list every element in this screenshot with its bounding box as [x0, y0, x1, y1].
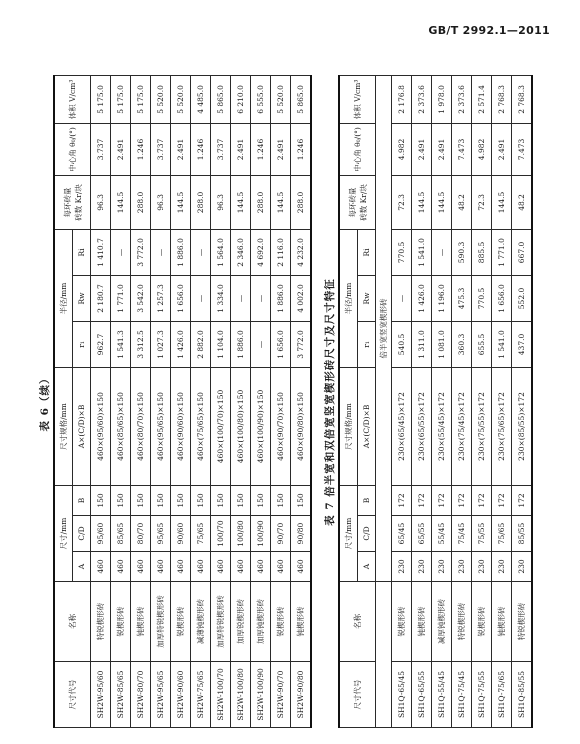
- cell-spec: 230×(55/45)×172: [432, 367, 452, 485]
- cell-spec: 460×(90/80)×150: [291, 367, 312, 485]
- table-row: [392, 75, 412, 727]
- cell-a: 460: [91, 552, 111, 582]
- cell-name: 锐楔形砖: [472, 582, 492, 662]
- header-code: 尺寸代号: [54, 662, 91, 728]
- cell-rw: —: [191, 275, 211, 321]
- cell-k: 144.5: [231, 175, 251, 229]
- cell-vol: 5 175.0: [131, 75, 151, 123]
- cell-a: 460: [111, 552, 131, 582]
- cell-code: SH2W-75/65: [191, 662, 211, 728]
- table6: [53, 75, 312, 728]
- cell-ri: 2 346.0: [231, 229, 251, 275]
- cell-vol: 2 768.3: [512, 75, 533, 123]
- cell-spec: 460×(75/65)×150: [191, 367, 211, 485]
- cell-b: 150: [171, 485, 191, 515]
- cell-rw: 1 886.0: [271, 275, 291, 321]
- cell-cd: 100/80: [231, 516, 251, 552]
- table-row: [191, 75, 211, 727]
- cell-cd: 65/45: [392, 516, 412, 552]
- cell-code: SH2W-100/80: [231, 662, 251, 728]
- cell-a: 230: [512, 552, 533, 582]
- table-row: [91, 75, 111, 727]
- cell-angle: 1.246: [131, 123, 151, 175]
- table-row: [231, 75, 251, 727]
- cell-angle: 2.491: [432, 123, 452, 175]
- cell-angle: 7.473: [452, 123, 472, 175]
- cell-b: 172: [432, 485, 452, 515]
- table6-caption: 表 6（续）: [39, 372, 51, 432]
- cell-vol: 2 768.3: [492, 75, 512, 123]
- cell-a: 230: [492, 552, 512, 582]
- cell-ri: 1 886.0: [171, 229, 191, 275]
- table-row: [492, 75, 512, 727]
- cell-cd: 100/90: [251, 516, 271, 552]
- cell-name: 锐楔形砖: [171, 582, 191, 662]
- cell-b: 172: [392, 485, 412, 515]
- cell-r1: 1 656.0: [271, 321, 291, 367]
- cell-r1: 1 886.0: [231, 321, 251, 367]
- table-row: [271, 75, 291, 727]
- cell-name: 钝楔形砖: [131, 582, 151, 662]
- header-ring-count-line1: 每环砖量: [62, 187, 72, 218]
- table-row: [512, 75, 533, 727]
- cell-cd: 100/70: [211, 516, 231, 552]
- cell-b: 150: [251, 485, 271, 515]
- cell-cd: 90/60: [171, 516, 191, 552]
- cell-code: SH2W-95/65: [151, 662, 171, 728]
- cell-k: 144.5: [111, 175, 131, 229]
- cell-b: 150: [131, 485, 151, 515]
- cell-code: SH1Q-75/45: [452, 662, 472, 728]
- cell-cd: 85/55: [512, 516, 533, 552]
- cell-name: 加厚钝楔形砖: [251, 582, 271, 662]
- header-ri: Ri: [73, 229, 91, 275]
- cell-code: SH1Q-85/55: [512, 662, 533, 728]
- cell-ri: 590.3: [452, 229, 472, 275]
- cell-code: SH2W-100/70: [211, 662, 231, 728]
- cell-spec: 230×(65/55)×172: [412, 367, 432, 485]
- rotated-content: [37, 76, 543, 728]
- cell-vol: 2 373.6: [412, 75, 432, 123]
- cell-a: 460: [171, 552, 191, 582]
- cell-rw: 552.0: [512, 275, 533, 321]
- cell-vol: 5 520.0: [171, 75, 191, 123]
- cell-a: 460: [251, 552, 271, 582]
- header-r1: r₁: [358, 321, 376, 367]
- cell-vol: 5 175.0: [91, 75, 111, 123]
- cell-vol: 2 373.6: [452, 75, 472, 123]
- cell-vol: 1 978.0: [432, 75, 452, 123]
- cell-angle: 4.982: [472, 123, 492, 175]
- cell-name: 加厚特锐楔形砖: [211, 582, 231, 662]
- cell-angle: 3.737: [151, 123, 171, 175]
- cell-a: 460: [151, 552, 171, 582]
- cell-vol: 5 520.0: [271, 75, 291, 123]
- cell-b: 150: [111, 485, 131, 515]
- cell-angle: 2.491: [271, 123, 291, 175]
- cell-k: 144.5: [171, 175, 191, 229]
- cell-vol: 5 865.0: [211, 75, 231, 123]
- cell-ri: 770.5: [392, 229, 412, 275]
- cell-k: 48.2: [512, 175, 533, 229]
- cell-b: 172: [412, 485, 432, 515]
- cell-name: 特锐楔形砖: [91, 582, 111, 662]
- cell-cd: 75/65: [492, 516, 512, 552]
- header-volume: 体积 V/cm³: [54, 75, 91, 123]
- cell-code: SH2W-90/80: [291, 662, 312, 728]
- cell-rw: 1 334.0: [211, 275, 231, 321]
- cell-r1: 1 426.0: [171, 321, 191, 367]
- cell-k: 48.2: [452, 175, 472, 229]
- cell-code: SH2W-95/60: [91, 662, 111, 728]
- cell-ri: 4 232.0: [291, 229, 312, 275]
- cell-ri: 2 116.0: [271, 229, 291, 275]
- header-size-group: 尺寸/mm: [54, 485, 73, 581]
- table-row: [111, 75, 131, 727]
- cell-code: SH1Q-65/55: [412, 662, 432, 728]
- cell-a: 230: [472, 552, 492, 582]
- cell-cd: 75/45: [452, 516, 472, 552]
- header-b: B: [358, 485, 376, 515]
- cell-r1: 1 541.3: [111, 321, 131, 367]
- header-rw: Rw: [358, 275, 376, 321]
- cell-r1: 1 027.3: [151, 321, 171, 367]
- cell-name: 钝楔形砖: [412, 582, 432, 662]
- cell-rw: 3 542.0: [131, 275, 151, 321]
- cell-rw: 2 180.7: [91, 275, 111, 321]
- cell-spec: 230×(75/45)×172: [452, 367, 472, 485]
- cell-r1: 1 081.0: [432, 321, 452, 367]
- cell-code: SH2W-100/90: [251, 662, 271, 728]
- cell-name: 钝楔形砖: [492, 582, 512, 662]
- cell-k: 144.5: [412, 175, 432, 229]
- header-a: A: [358, 552, 376, 582]
- cell-k: 96.3: [211, 175, 231, 229]
- cell-code: SH2W-80/70: [131, 662, 151, 728]
- cell-rw: 4 002.0: [291, 275, 312, 321]
- cell-b: 150: [271, 485, 291, 515]
- header-a: A: [73, 552, 91, 582]
- table-row: [291, 75, 312, 727]
- table-row: [432, 75, 452, 727]
- cell-name: 特锐楔形砖: [512, 582, 533, 662]
- cell-r1: 3 772.0: [291, 321, 312, 367]
- cell-ri: 667.0: [512, 229, 533, 275]
- cell-cd: 55/45: [432, 516, 452, 552]
- header-name: 名称: [339, 582, 376, 662]
- cell-cd: 95/60: [91, 516, 111, 552]
- header-spec-formula: A×(C/D)×B: [73, 367, 91, 485]
- cell-ri: 1 410.7: [91, 229, 111, 275]
- cell-name: 锐楔形砖: [271, 582, 291, 662]
- cell-spec: 460×(80/70)×150: [131, 367, 151, 485]
- header-size-group: 尺寸/mm: [339, 485, 358, 581]
- cell-k: 144.5: [271, 175, 291, 229]
- cell-rw: 1 196.0: [432, 275, 452, 321]
- cell-r1: 540.5: [392, 321, 412, 367]
- cell-ri: —: [432, 229, 452, 275]
- header-cd: C/D: [358, 516, 376, 552]
- cell-r1: 3 312.5: [131, 321, 151, 367]
- header-ring-count-line1: 每环砖量: [347, 187, 357, 218]
- cell-a: 460: [191, 552, 211, 582]
- cell-r1: 1 104.0: [211, 321, 231, 367]
- table7-caption: 表 7 倍半宽和双倍宽竖宽楔形砖尺寸及尺寸特征: [324, 278, 336, 526]
- table-row: [251, 75, 271, 727]
- cell-code: SH1Q-65/45: [392, 662, 412, 728]
- header-ring-count-line2: 砖数 Kr/块: [358, 184, 368, 221]
- cell-ri: —: [191, 229, 211, 275]
- cell-a: 230: [452, 552, 472, 582]
- header-b: B: [73, 485, 91, 515]
- cell-vol: 6 555.0: [251, 75, 271, 123]
- cell-vol: 5 175.0: [111, 75, 131, 123]
- header-spec-group: 尺寸规格/mm: [339, 367, 358, 485]
- cell-b: 150: [151, 485, 171, 515]
- cell-rw: —: [392, 275, 412, 321]
- cell-k: 144.5: [492, 175, 512, 229]
- cell-vol: 4 485.0: [191, 75, 211, 123]
- cell-k: 96.3: [151, 175, 171, 229]
- cell-angle: 1.246: [251, 123, 271, 175]
- cell-cd: 65/55: [412, 516, 432, 552]
- header-ring-count: [54, 175, 91, 229]
- cell-r1: 360.3: [452, 321, 472, 367]
- cell-a: 460: [131, 552, 151, 582]
- cell-spec: 460×(95/65)×150: [151, 367, 171, 485]
- cell-spec: 230×(75/55)×172: [472, 367, 492, 485]
- cell-cd: 90/80: [291, 516, 312, 552]
- cell-k: 96.3: [91, 175, 111, 229]
- header-spec-group: 尺寸规格/mm: [54, 367, 73, 485]
- table-row: [151, 75, 171, 727]
- standard-code: GB/T 2992.1—2011: [428, 24, 550, 37]
- cell-code: SH1Q-75/55: [472, 662, 492, 728]
- cell-r1: 1 311.0: [412, 321, 432, 367]
- cell-b: 172: [472, 485, 492, 515]
- cell-k: 72.3: [472, 175, 492, 229]
- cell-vol: 2 571.4: [472, 75, 492, 123]
- cell-ri: —: [111, 229, 131, 275]
- cell-rw: 770.5: [472, 275, 492, 321]
- cell-a: 230: [392, 552, 412, 582]
- cell-rw: —: [251, 275, 271, 321]
- cell-name: 减薄钝楔形砖: [191, 582, 211, 662]
- table7: [338, 75, 533, 728]
- header-ring-count: [339, 175, 376, 229]
- cell-b: 150: [211, 485, 231, 515]
- cell-spec: 460×(100/70)×150: [211, 367, 231, 485]
- cell-spec: 460×(90/70)×150: [271, 367, 291, 485]
- header-angle: 中心角 θ₀/(°): [54, 123, 91, 175]
- cell-spec: 460×(90/60)×150: [171, 367, 191, 485]
- header-ring-count-line2: 砖数 Kr/块: [73, 184, 83, 221]
- cell-rw: 1 656.0: [171, 275, 191, 321]
- cell-cd: 85/65: [111, 516, 131, 552]
- cell-r1: 2 882.0: [191, 321, 211, 367]
- cell-ri: 1 771.0: [492, 229, 512, 275]
- cell-r1: 437.0: [512, 321, 533, 367]
- cell-code: SH2W-90/60: [171, 662, 191, 728]
- cell-b: 150: [231, 485, 251, 515]
- cell-cd: 90/70: [271, 516, 291, 552]
- cell-spec: 460×(85/65)×150: [111, 367, 131, 485]
- cell-ri: 1 541.0: [412, 229, 432, 275]
- cell-angle: 2.491: [111, 123, 131, 175]
- cell-a: 460: [211, 552, 231, 582]
- cell-k: 288.0: [251, 175, 271, 229]
- cell-rw: 475.3: [452, 275, 472, 321]
- cell-rw: 1 771.0: [111, 275, 131, 321]
- cell-ri: 885.5: [472, 229, 492, 275]
- cell-k: 288.0: [131, 175, 151, 229]
- cell-spec: 460×(100/80)×150: [231, 367, 251, 485]
- header-volume: 体积 V/cm³: [339, 75, 376, 123]
- cell-name: 钝楔形砖: [291, 582, 312, 662]
- subhead-label: 倍半宽竖宽楔形砖: [376, 75, 392, 581]
- cell-angle: 1.246: [291, 123, 312, 175]
- cell-b: 172: [452, 485, 472, 515]
- cell-rw: 1 656.0: [492, 275, 512, 321]
- cell-name: 锐楔形砖: [392, 582, 412, 662]
- table-row: [211, 75, 231, 727]
- cell-vol: 6 210.0: [231, 75, 251, 123]
- cell-angle: 2.491: [231, 123, 251, 175]
- cell-angle: 3.737: [211, 123, 231, 175]
- cell-ri: —: [151, 229, 171, 275]
- cell-angle: 2.491: [412, 123, 432, 175]
- cell-code: SH1Q-75/65: [492, 662, 512, 728]
- table-row: [412, 75, 432, 727]
- cell-angle: 1.246: [191, 123, 211, 175]
- cell-cd: 95/65: [151, 516, 171, 552]
- cell-angle: 2.491: [492, 123, 512, 175]
- cell-spec: 230×(75/65)×172: [492, 367, 512, 485]
- header-name: 名称: [54, 582, 91, 662]
- table-row: [131, 75, 151, 727]
- cell-name: 锐楔形砖: [111, 582, 131, 662]
- cell-vol: 5 520.0: [151, 75, 171, 123]
- cell-r1: 962.7: [91, 321, 111, 367]
- cell-rw: 1 257.3: [151, 275, 171, 321]
- cell-cd: 75/65: [191, 516, 211, 552]
- header-spec-formula: A×(C/D)×B: [358, 367, 376, 485]
- cell-spec: 230×(85/55)×172: [512, 367, 533, 485]
- cell-rw: 1 426.0: [412, 275, 432, 321]
- cell-cd: 80/70: [131, 516, 151, 552]
- cell-code: SH2W-90/70: [271, 662, 291, 728]
- cell-ri: 4 692.0: [251, 229, 271, 275]
- cell-spec: 460×(95/60)×150: [91, 367, 111, 485]
- header-code: 尺寸代号: [339, 662, 376, 728]
- cell-a: 460: [231, 552, 251, 582]
- cell-b: 150: [191, 485, 211, 515]
- cell-a: 460: [291, 552, 312, 582]
- cell-b: 150: [291, 485, 312, 515]
- cell-ri: 3 772.0: [131, 229, 151, 275]
- table-row: [472, 75, 492, 727]
- header-radius-group: 半径/mm: [54, 229, 73, 367]
- cell-k: 144.5: [432, 175, 452, 229]
- cell-a: 460: [271, 552, 291, 582]
- cell-name: 特锐楔形砖: [452, 582, 472, 662]
- cell-ri: 1 564.0: [211, 229, 231, 275]
- cell-cd: 75/55: [472, 516, 492, 552]
- cell-rw: —: [231, 275, 251, 321]
- header-rw: Rw: [73, 275, 91, 321]
- table-row: [171, 75, 191, 727]
- cell-k: 288.0: [191, 175, 211, 229]
- cell-b: 172: [512, 485, 533, 515]
- subhead-spacer: [376, 582, 392, 728]
- header-r1: r₁: [73, 321, 91, 367]
- header-radius-group: 半径/mm: [339, 229, 358, 367]
- cell-k: 288.0: [291, 175, 312, 229]
- cell-angle: 3.737: [91, 123, 111, 175]
- cell-code: SH1Q-55/45: [432, 662, 452, 728]
- header-ri: Ri: [358, 229, 376, 275]
- cell-b: 172: [492, 485, 512, 515]
- cell-name: 加厚锐楔形砖: [231, 582, 251, 662]
- cell-a: 230: [432, 552, 452, 582]
- cell-name: 减厚钝楔形砖: [432, 582, 452, 662]
- cell-angle: 2.491: [171, 123, 191, 175]
- cell-code: SH2W-85/65: [111, 662, 131, 728]
- cell-r1: 1 541.0: [492, 321, 512, 367]
- header-cd: C/D: [73, 516, 91, 552]
- cell-name: 加厚特锐楔形砖: [151, 582, 171, 662]
- cell-spec: 230×(65/45)×172: [392, 367, 412, 485]
- header-angle: 中心角 θ₀/(°): [339, 123, 376, 175]
- cell-vol: 5 865.0: [291, 75, 312, 123]
- table-row: [452, 75, 472, 727]
- cell-a: 230: [412, 552, 432, 582]
- cell-spec: 460×(100/90)×150: [251, 367, 271, 485]
- cell-angle: 7.473: [512, 123, 533, 175]
- cell-k: 72.3: [392, 175, 412, 229]
- cell-vol: 2 176.8: [392, 75, 412, 123]
- cell-r1: 655.5: [472, 321, 492, 367]
- cell-b: 150: [91, 485, 111, 515]
- cell-angle: 4.982: [392, 123, 412, 175]
- cell-r1: —: [251, 321, 271, 367]
